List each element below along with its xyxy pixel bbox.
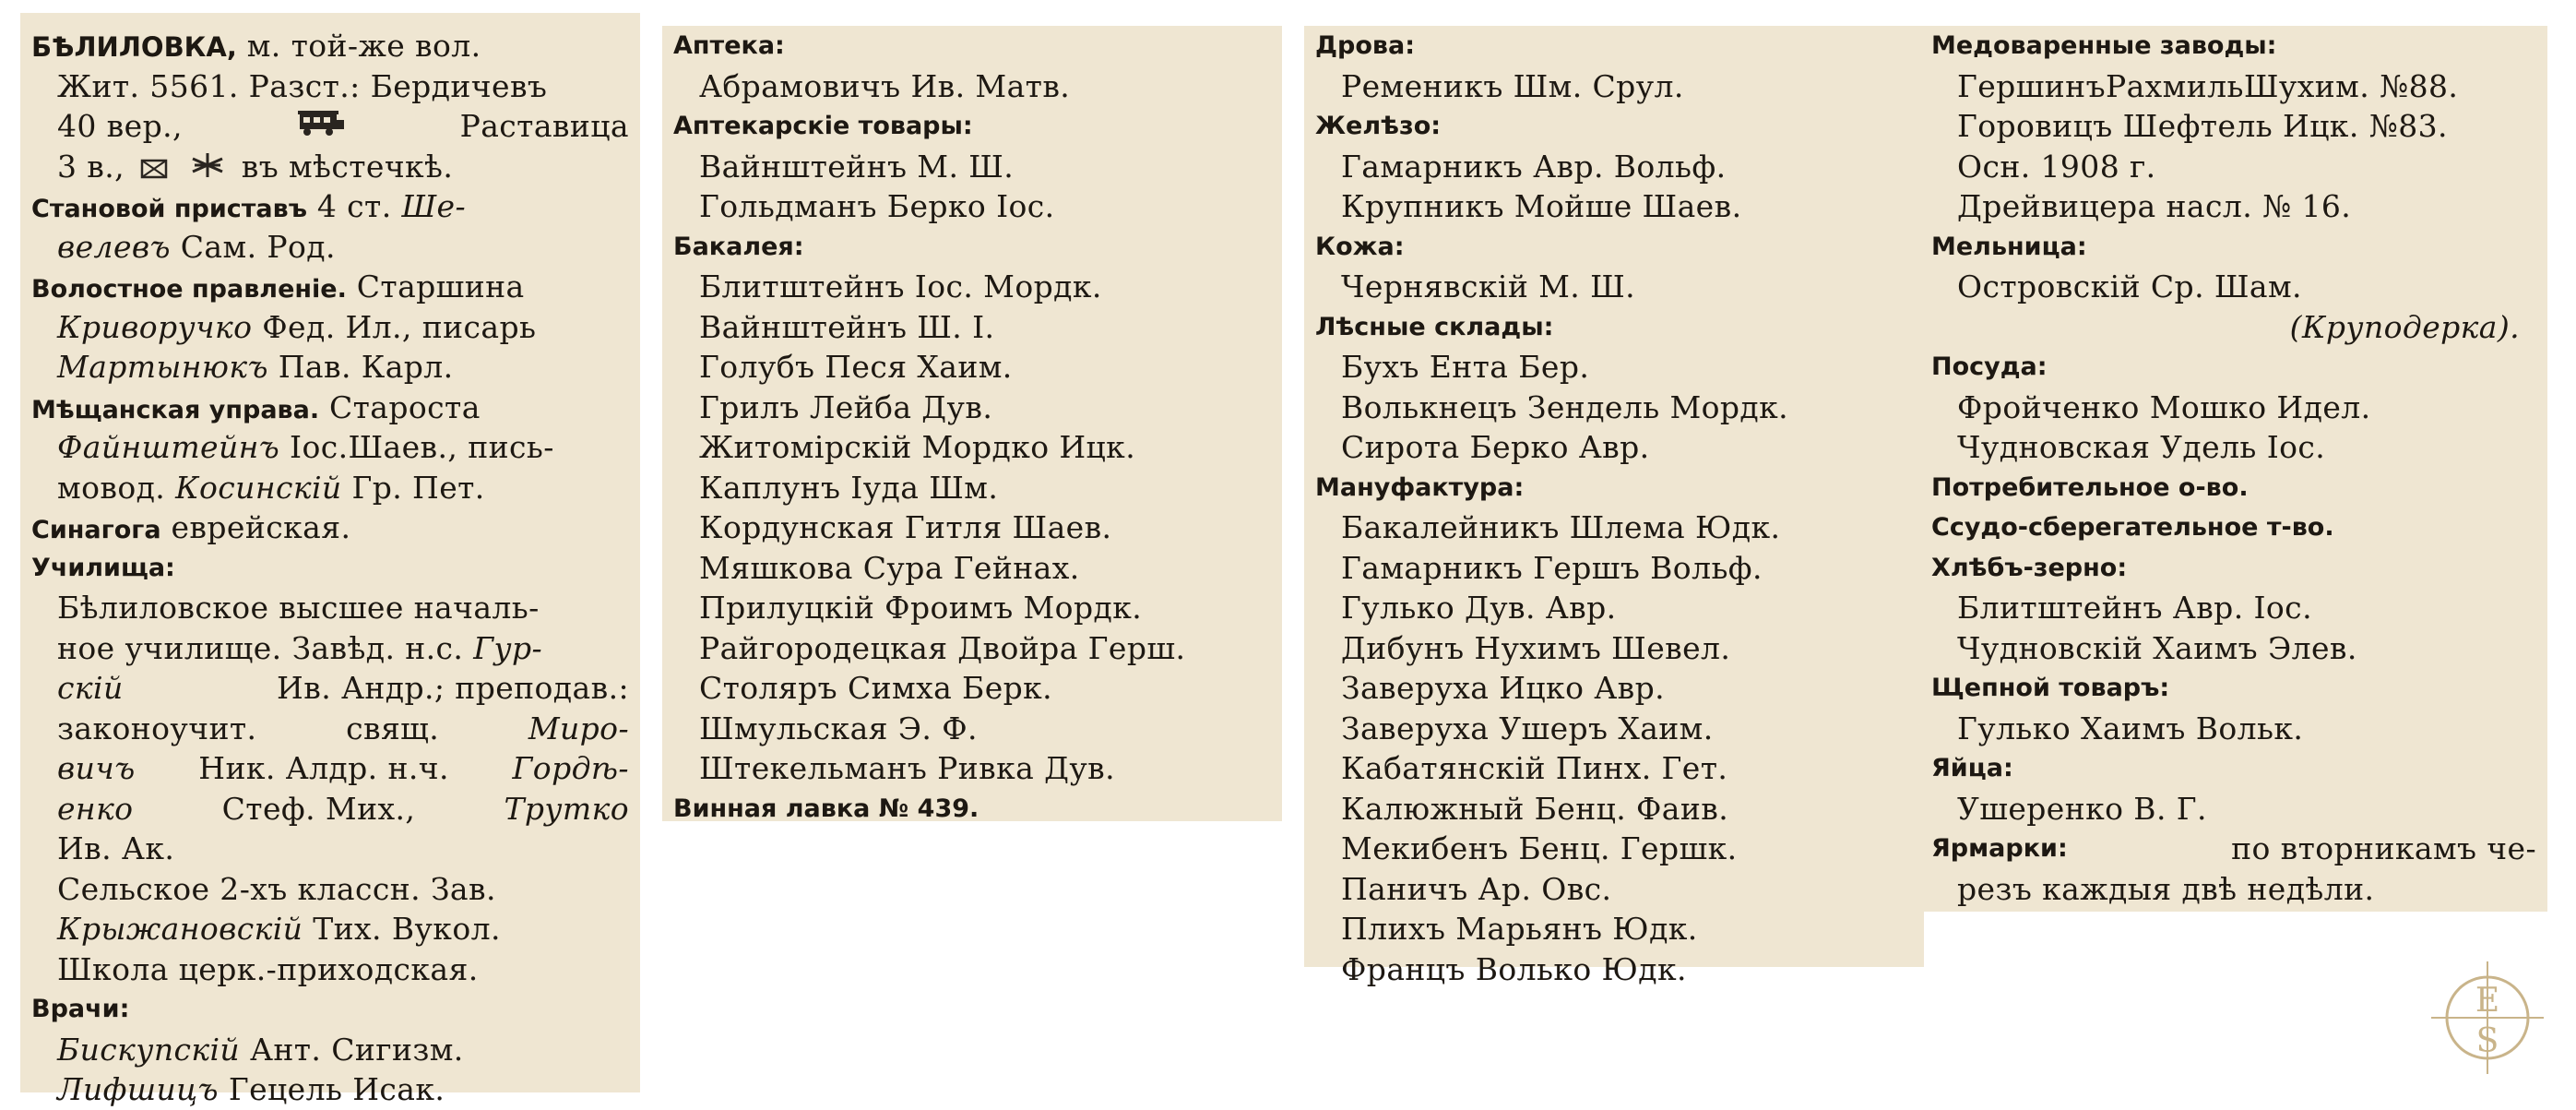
school-line-6 xyxy=(31,789,629,830)
doctor-2-name: Лифшицъ xyxy=(57,1071,219,1107)
column-4 xyxy=(1920,26,2547,912)
volost-line-3 xyxy=(31,347,629,388)
list-item: Мекибенъ Бенц. Гершк. xyxy=(1341,830,1738,866)
dishes-heading: Посуда: xyxy=(1931,352,2048,381)
fairs-text: по вторникамъ че- xyxy=(2231,830,2536,866)
school-line-2 xyxy=(31,628,629,669)
fairs-heading: Ярмарки: xyxy=(1931,834,2068,863)
post-office-icon xyxy=(140,149,168,189)
list-item: Островскій Ср. Шам. xyxy=(1957,269,2302,304)
list-item: Чудновскій Хаимъ Элев. xyxy=(1957,629,2357,666)
consumer-society-heading: Потребительное о-во. xyxy=(1931,472,2249,502)
volost-heading: Волостное правленіе. xyxy=(31,275,347,304)
police-name-part: Ше- xyxy=(401,188,467,224)
seal-letter-top: E xyxy=(2475,982,2500,1020)
column-1 xyxy=(20,13,640,1107)
list-item: Абрамовичъ Ив. Матв. xyxy=(699,67,1071,104)
post-distance: 3 в., xyxy=(57,148,125,185)
volost-role: Старшина xyxy=(356,269,525,304)
school-line-9 xyxy=(31,909,629,949)
list-item: Гулько Дув. Авр. xyxy=(1341,590,1617,626)
school-line-2-text: ное училище. Завѣд. н.с. xyxy=(57,629,464,666)
telegraph-icon xyxy=(189,149,226,189)
burgher-line-3 xyxy=(31,468,629,508)
police-line xyxy=(31,186,629,227)
mill-location: (Круподерка). xyxy=(2289,308,2520,345)
woodware-heading: Щепной товаръ: xyxy=(1931,674,2170,702)
list-item: Калюжный Бенц. Фаив. xyxy=(1341,790,1729,827)
doctor-line-1 xyxy=(31,1030,629,1070)
list-item: Шмульская Э. Ф. xyxy=(699,710,978,746)
list-item: Гамарникъ Гершъ Вольф. xyxy=(1341,549,1763,586)
textiles-heading: Мануфактура: xyxy=(1315,472,1525,502)
school-line-8: Сельское 2-хъ классн. Зав. xyxy=(57,870,496,907)
school-priest-name-end: вичъ xyxy=(57,750,136,786)
population-line: Жит. 5561. Разст.: Бердичевъ xyxy=(57,67,548,104)
school-line-5 xyxy=(31,748,629,789)
list-item: ГершинъРахмильШухим. №88. xyxy=(1957,67,2459,104)
burgher-clerk-role: мовод. xyxy=(57,469,166,506)
school-teacher-name-end: енко xyxy=(57,790,134,827)
synagogue-type: еврейская. xyxy=(171,509,351,545)
burgher-elder-name: Файнштейнъ xyxy=(57,429,280,465)
list-item: Штекельманъ Ривка Дув. xyxy=(699,750,1116,786)
savings-loan-heading: Ссудо-сберегательное т-во. xyxy=(1931,513,2334,542)
school-line-6-text: Стеф. Мих., xyxy=(221,790,416,827)
list-item: Голубъ Песя Хаим. xyxy=(699,349,1013,385)
doctor-line-2 xyxy=(31,1069,629,1110)
grain-heading: Хлѣбъ-зерно: xyxy=(1931,553,2128,582)
school-line-3 xyxy=(31,668,629,709)
list-item: Крупникъ Мойше Шаев. xyxy=(1341,188,1742,224)
list-item: Гамарникъ Авр. Вольф. xyxy=(1341,148,1727,185)
wine-shop-heading: Винная лавка № 439. xyxy=(673,794,979,823)
list-item: Осн. 1908 г. xyxy=(1957,148,2156,185)
list-item: Блитштейнъ Авр. Іос. xyxy=(1957,590,2312,626)
column-2 xyxy=(662,26,1282,821)
list-item: Сирота Берко Авр. xyxy=(1341,429,1650,465)
schools-heading: Училища: xyxy=(31,553,175,582)
school-line-3-text: Ив. Андр.; преподав.: xyxy=(277,670,629,706)
synagogue-line xyxy=(31,507,629,548)
school-line-4 xyxy=(31,709,629,749)
list-item: Заверуха Ушеръ Хаим. xyxy=(1341,710,1714,746)
burgher-clerk-rest: Гр. Пет. xyxy=(351,469,485,506)
police-surname: велевъ xyxy=(57,228,171,265)
list-item: Вайнштейнъ М. Ш. xyxy=(699,148,1015,185)
mill-heading: Мельница: xyxy=(1931,232,2087,261)
grocery-heading: Бакалея: xyxy=(673,232,804,261)
leather-heading: Кожа: xyxy=(1315,232,1405,261)
list-item: Райгородецкая Двойра Герш. xyxy=(699,629,1186,666)
seal-letter-bottom: S xyxy=(2475,1022,2499,1060)
list-item: Бакалейникъ Шлема Юдк. xyxy=(1341,509,1781,545)
list-item: Кордунская Гитля Шаев. xyxy=(699,509,1112,545)
school2-head-initials: Тих. Вукол. xyxy=(313,911,501,947)
entry-title-line xyxy=(31,26,629,66)
timber-heading: Лѣсные склады: xyxy=(1315,312,1554,341)
synagogue-heading: Синагога xyxy=(31,516,161,544)
pharma-goods-heading: Аптекарскіе товары: xyxy=(673,112,973,140)
doctor-1-initials: Ант. Сигизм. xyxy=(249,1031,464,1068)
list-item: Францъ Волько Юдк. xyxy=(1341,950,1687,987)
list-item: Заверуха Ицко Авр. xyxy=(1341,670,1666,706)
post-location: въ мѣстечкѣ. xyxy=(241,148,454,185)
burgher-elder-rest: Іос.Шаев., пись- xyxy=(290,429,554,465)
volost-elder-rest: Фед. Ил., писарь xyxy=(262,308,537,345)
eggs-heading: Яйца: xyxy=(1931,754,2013,782)
fairs-line-2: резъ каждыя двѣ недѣли. xyxy=(1957,870,2375,907)
list-item: Плихъ Марьянъ Юдк. xyxy=(1341,911,1698,947)
burgher-line xyxy=(31,388,629,428)
doctors-heading: Врачи: xyxy=(31,995,130,1023)
list-item: Бухъ Ента Бер. xyxy=(1341,349,1590,385)
distance-value: 40 вер., xyxy=(57,108,183,144)
school-head-name-part: Гур- xyxy=(473,629,543,666)
burgher-heading: Мѣщанская управа. xyxy=(31,395,320,424)
school-priest-name-part: Миро- xyxy=(528,710,629,746)
school-line-4-title: свящ. xyxy=(346,710,440,746)
police-heading: Становой приставъ xyxy=(31,195,307,223)
school-line-5-text: Ник. Алдр. н.ч. xyxy=(198,750,449,786)
iron-heading: Желѣзо: xyxy=(1315,112,1442,140)
list-item: Дибунъ Нухимъ Шевел. xyxy=(1341,629,1731,666)
list-item: Чудновская Удель Іос. xyxy=(1957,429,2326,465)
list-item: Ременикъ Шм. Срул. xyxy=(1341,67,1684,104)
post-line xyxy=(31,147,629,187)
list-item: Вайнштейнъ Ш. І. xyxy=(699,308,995,345)
town-district: м. той-же вол. xyxy=(246,28,481,64)
watermark-seal xyxy=(2428,958,2547,1078)
list-item: Гулько Хаимъ Вольк. xyxy=(1957,710,2304,746)
list-item: Каплунъ Іуда Шм. xyxy=(699,469,999,506)
burgher-clerk-name: Косинскій xyxy=(175,469,342,506)
pharmacy-heading: Аптека: xyxy=(673,31,785,60)
list-item: Волькнецъ Зендель Мордк. xyxy=(1341,388,1789,425)
doctor-1-name: Бискупскій xyxy=(57,1031,241,1068)
distance-place: Раставица xyxy=(459,108,629,144)
school-teacher2-name: Трутко xyxy=(504,790,629,827)
list-item: Прилуцкій Фроимъ Мордк. xyxy=(699,590,1143,626)
town-name: БѢЛИЛОВКА, xyxy=(31,31,237,63)
burgher-role: Староста xyxy=(329,388,481,425)
volost-clerk-rest: Пав. Карл. xyxy=(278,349,454,385)
police-initials: Сам. Род. xyxy=(180,228,336,265)
list-item: Гольдманъ Берко Іос. xyxy=(699,188,1055,224)
volost-line-2 xyxy=(31,307,629,348)
list-item: Дрейвицера насл. № 16. xyxy=(1957,188,2352,224)
fairs-line xyxy=(1931,829,2536,869)
school-line-7: Ив. Ак. xyxy=(57,830,175,866)
list-item: Грилъ Лейба Дув. xyxy=(699,388,993,425)
list-item: Паничъ Ар. Овс. xyxy=(1341,870,1612,907)
list-item: Ушеренко В. Г. xyxy=(1957,790,2207,827)
volost-line xyxy=(31,267,629,307)
list-item: Мяшкова Сура Гейнах. xyxy=(699,549,1080,586)
firewood-heading: Дрова: xyxy=(1315,31,1416,60)
distance-line xyxy=(31,106,629,147)
list-item: Горовицъ Шефтель Ицк. №83. xyxy=(1957,108,2448,144)
burgher-line-2 xyxy=(31,427,629,468)
school-line-4-role: законоучит. xyxy=(57,710,257,746)
school-teacher-name-part: Гордѣ- xyxy=(512,750,629,786)
list-item: Фройченко Мошко Идел. xyxy=(1957,388,2371,425)
school-head-surname-end: скій xyxy=(57,670,124,706)
list-item: Кабатянскій Пинх. Гет. xyxy=(1341,750,1728,786)
police-rank: 4 ст. xyxy=(316,188,392,224)
volost-clerk-name: Мартынюкъ xyxy=(57,349,268,385)
police-line-2 xyxy=(31,227,629,268)
school-line-10: Школа церк.-приходская. xyxy=(57,950,479,987)
mead-heading: Медоваренные заводы: xyxy=(1931,31,2277,60)
list-item: Житомірскій Мордко Ицк. xyxy=(699,429,1136,465)
list-item: Чернявскій М. Ш. xyxy=(1341,269,1636,304)
school2-head-name: Крыжановскій xyxy=(57,911,303,947)
list-item: Блитштейнъ Іос. Мордк. xyxy=(699,269,1102,304)
doctor-2-initials: Гецель Исак. xyxy=(228,1071,445,1107)
railway-station-icon xyxy=(296,106,346,147)
list-item: Столяръ Симха Берк. xyxy=(699,670,1053,706)
school-line-1: Бѣлиловское высшее началь- xyxy=(57,590,540,626)
column-3 xyxy=(1304,26,1924,987)
volost-elder-name: Криворучко xyxy=(57,308,253,345)
